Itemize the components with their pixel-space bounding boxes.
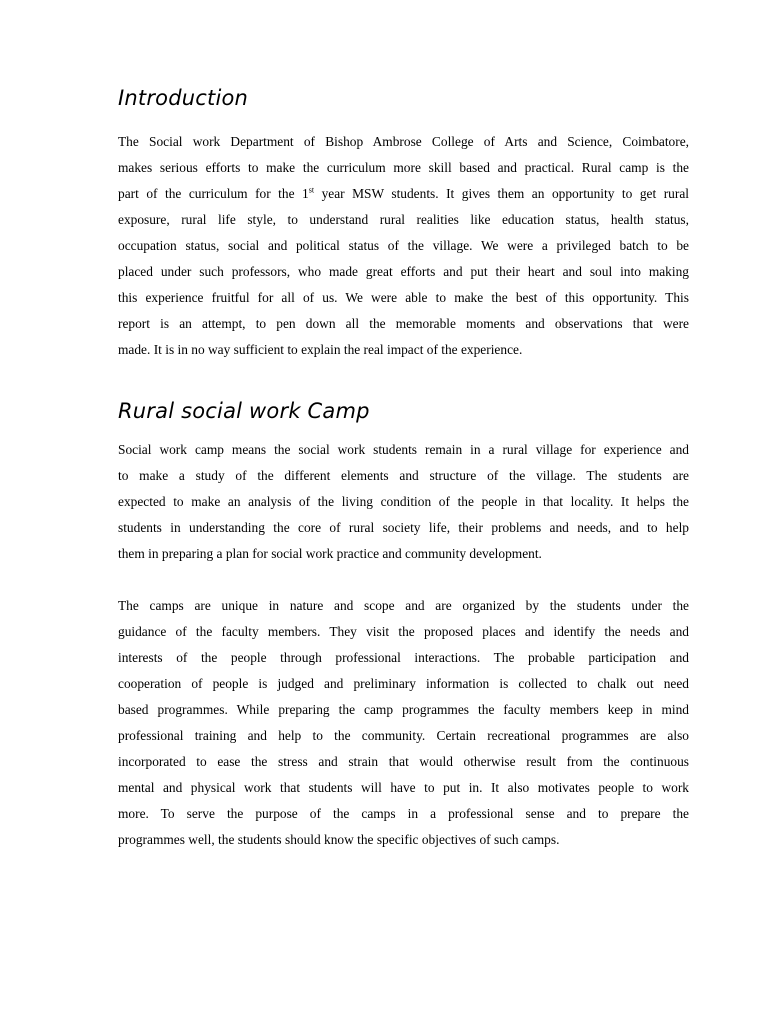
text-line: occupation status, social and political status of the village. We were a privileged batch to be [118,238,689,253]
text-line: interests of the people through professional interactions. The probable participation and [118,650,689,665]
text-line: guidance of the faculty members. They visit the proposed places and identify the needs and [118,624,689,639]
text-line: professional training and help to the community. Certain recreational programmes are also [118,728,689,743]
text-line: them in preparing a plan for social work practice and community development. [118,546,542,561]
text-line: students in understanding the core of rural society life, their problems and needs, and to help [118,520,689,535]
text-line: incorporated to ease the stress and strain that would otherwise result from the continuous [118,754,689,769]
text-line: mental and physical work that students will have to put in. It also motivates people to work [118,780,689,795]
text-line: exposure, rural life style, to understand rural realities like education status, health status, [118,212,689,227]
text-line: made. It is in no way sufficient to explain the real impact of the experience. [118,342,523,357]
text-line: based programmes. While preparing the camp programmes the faculty members keep in mind [118,702,689,717]
text-line: makes serious efforts to make the curriculum more skill based and practical. Rural camp is the [118,160,689,175]
text-line: report is an attempt, to pen down all the memorable moments and observations that were [118,316,689,331]
paragraph-camps [118,593,689,853]
text-line: this experience fruitful for all of us. We were able to make the best of this opportunity. This [118,290,689,305]
heading-rural-social-work-camp: Rural social work Camp [118,399,370,423]
text-line: placed under such professors, who made great efforts and put their heart and soul into making [118,264,689,279]
text-line: to make a study of the different elements and structure of the village. The students are [118,468,689,483]
text-line: cooperation of people is judged and preliminary information is collected to chalk out need [118,676,689,691]
heading-introduction: Introduction [118,86,249,110]
text-line: Social work camp means the social work students remain in a rural village for experience and [118,442,689,457]
text-line: more. To serve the purpose of the camps in a professional sense and to prepare the [118,806,689,821]
paragraph-introduction [118,129,689,363]
text-line: programmes well, the students should know the specific objectives of such camps. [118,832,560,847]
text-line: The camps are unique in nature and scope and are organized by the students under the [118,598,689,613]
superscript-ordinal: st [308,185,315,195]
text-line: The Social work Department of Bishop Ambrose College of Arts and Science, Coimbatore, [118,134,689,149]
paragraph-rural-camp [118,437,689,567]
text-line: expected to make an analysis of the living condition of the people in that locality. It helps the [118,494,689,509]
text-line: part of the curriculum for the 1st year MSW students. It gives them an opportunity to get rural [118,185,689,201]
